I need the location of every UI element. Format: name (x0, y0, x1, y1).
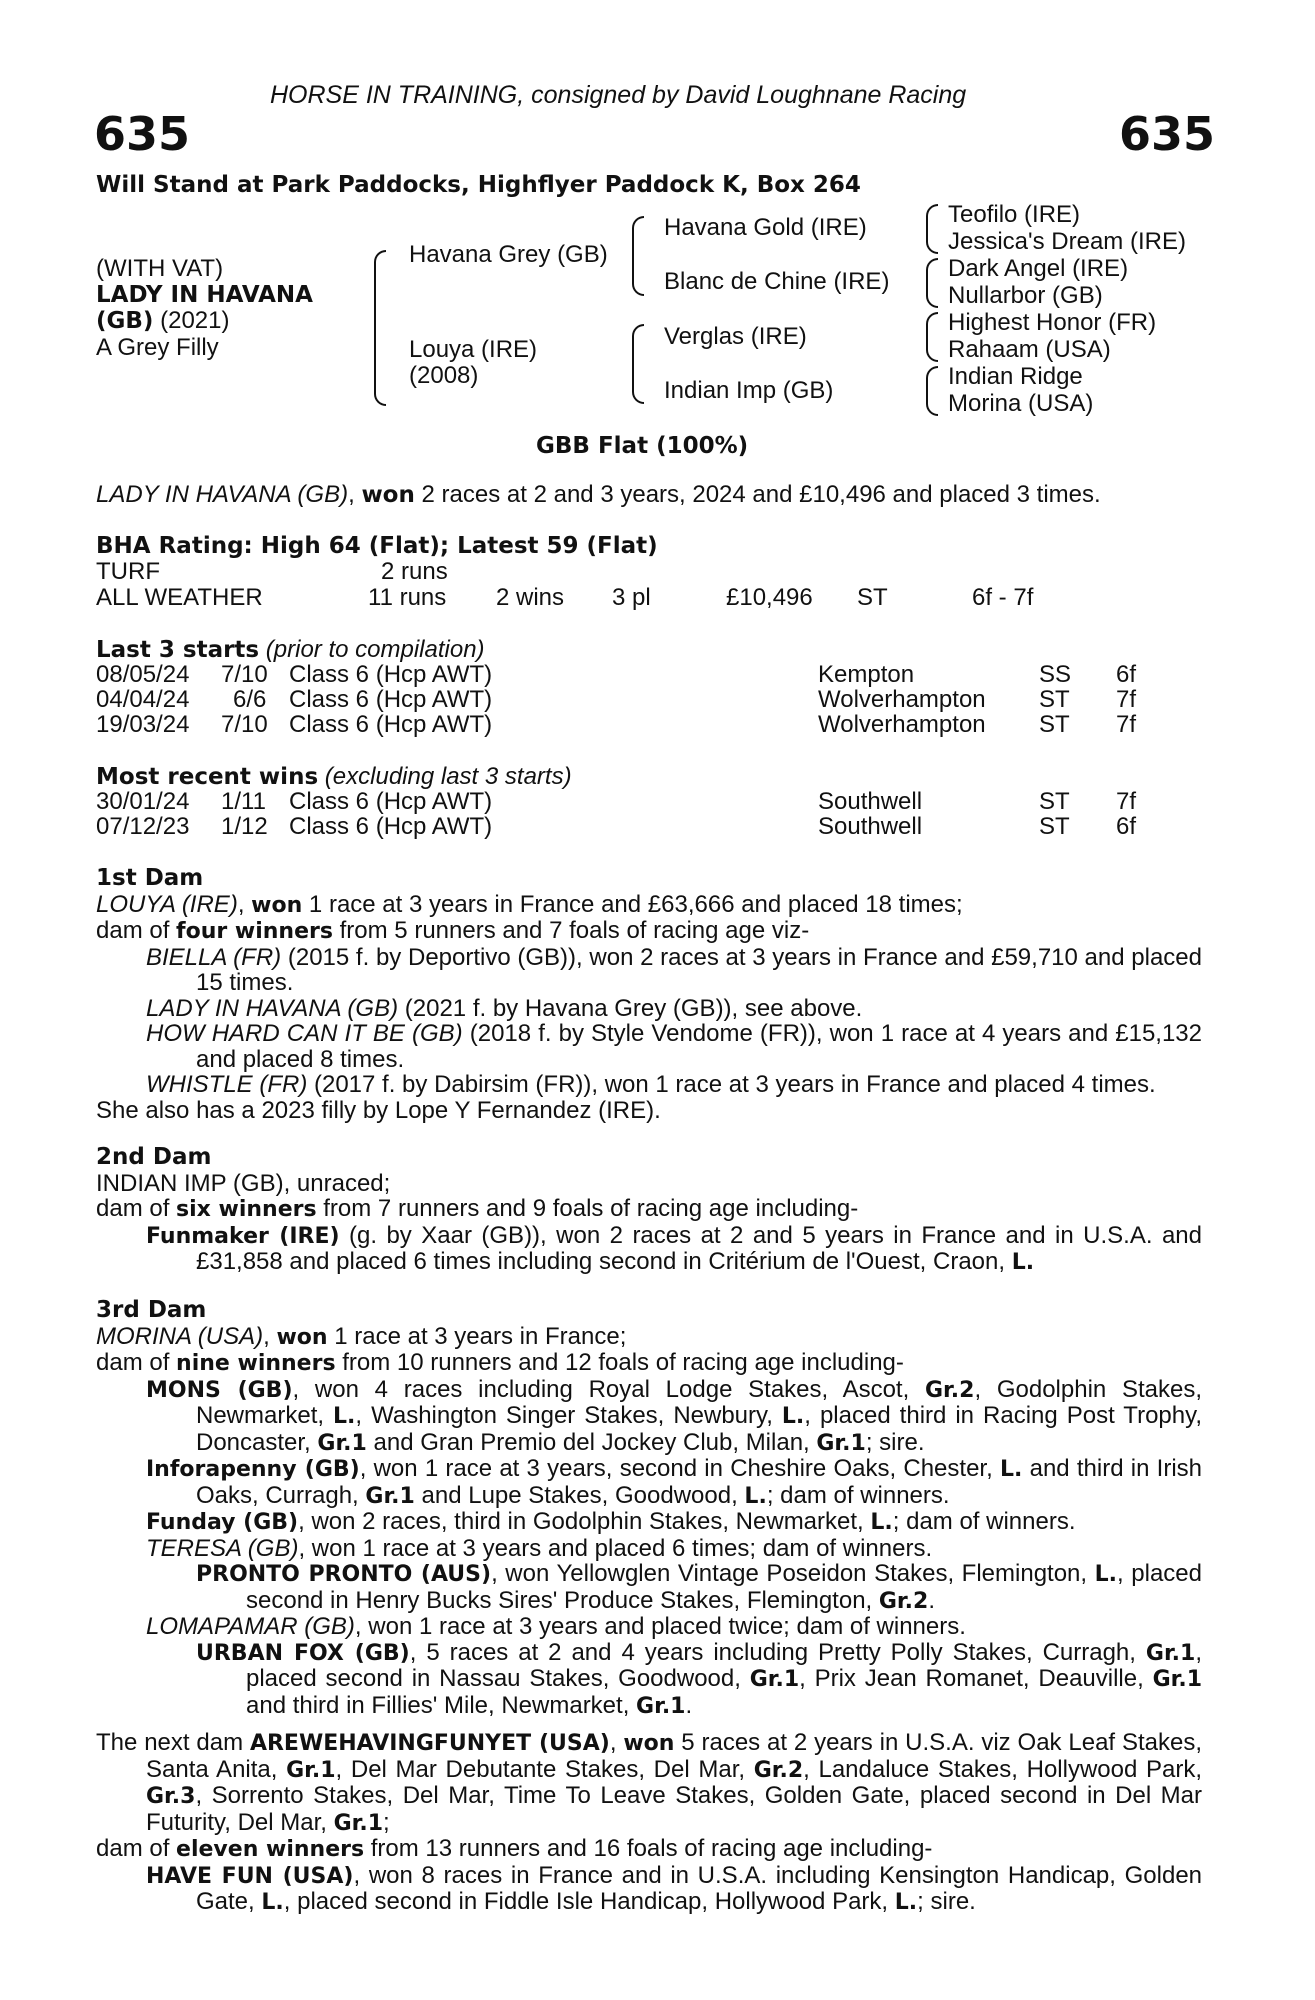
win-distance: 7f (1116, 788, 1137, 815)
win-class: Class 6 (Hcp AWT) (289, 813, 493, 840)
grade-label: Gr.1 (286, 1757, 336, 1783)
start-course: Wolverhampton (818, 711, 986, 738)
produce-detail: , placed third in Racing Post Trophy, Doncaster, (196, 1402, 1202, 1456)
produce-name: LADY IN HAVANA (GB) (146, 994, 399, 1022)
produce-name: Funday (GB) (146, 1510, 299, 1535)
third-dam-title: 3rd Dam (96, 1297, 207, 1323)
start-distance: 7f (1116, 711, 1137, 738)
horse-name: LADY IN HAVANA (96, 282, 313, 308)
produce-detail: , Godolphin Stakes, Newmarket, (196, 1375, 1203, 1429)
produce-detail: , Washington Singer Stakes, Newbury, (355, 1402, 782, 1429)
first-dam-name: LOUYA (IRE) (96, 890, 238, 918)
produce-detail: , placed second in Nassau Stakes, Goodwood, (246, 1638, 1202, 1692)
produce-entry (96, 1223, 1202, 1276)
horse-description: A Grey Filly (96, 334, 219, 361)
ss-dam: Jessica's Dream (IRE) (948, 228, 1186, 255)
aw-going: ST (857, 584, 888, 611)
summary-text: 2 races at 2 and 3 years, 2024 and £10,496 and placed 3 times. (414, 481, 1101, 508)
produce-entry (96, 1614, 1202, 1640)
grade-label: Gr.1 (636, 1693, 686, 1719)
dd-dam: Morina (USA) (948, 390, 1094, 417)
win-course: Southwell (818, 788, 923, 815)
produce-text: from 10 runners and 12 foals of racing age including- (335, 1349, 904, 1376)
vat-note: (WITH VAT) (96, 255, 224, 282)
start-going: ST (1039, 711, 1070, 738)
produce-detail: , won 1 race at 3 years and placed twice; dam of winners. (354, 1613, 966, 1640)
produce-detail: , placed second in Henry Bucks Sires' Produce Stakes, Flemington, (246, 1560, 1203, 1614)
last-starts-title: Last 3 starts (96, 637, 260, 663)
produce-count: nine winners (176, 1351, 336, 1376)
grade-label: Gr.2 (878, 1588, 929, 1614)
start-position: 6/6 (233, 686, 267, 713)
grade-label: Gr.1 (317, 1430, 367, 1456)
produce-detail: . (685, 1691, 693, 1719)
aw-label: ALL WEATHER (96, 584, 263, 611)
produce-prefix: dam of (96, 917, 177, 944)
next-dam-detail: 5 races at 2 years in U.S.A. viz Oak Leaf Stakes, Santa Anita, (146, 1729, 1202, 1783)
produce-prefix: dam of (96, 1195, 177, 1222)
dam-dam: Indian Imp (GB) (664, 377, 834, 404)
win-going: ST (1039, 788, 1070, 815)
produce-detail: , Prix Jean Romanet, Deauville, (799, 1665, 1153, 1692)
produce-name: LOMAPAMAR (GB) (146, 1613, 355, 1640)
turf-label: TURF (96, 558, 160, 585)
produce-detail: , placed second in Fiddle Isle Handicap, Hollywood Park, (283, 1888, 895, 1915)
next-dam-detail: , Del Mar Debutante Stakes, Del Mar, (335, 1755, 754, 1783)
produce-entry (96, 945, 1202, 996)
grade-label: Gr.1 (749, 1667, 800, 1692)
grade-label: L. (1011, 1250, 1035, 1275)
sd-sire: Dark Angel (IRE) (948, 255, 1129, 282)
grade-label: L. (870, 1510, 893, 1535)
third-dam-won: won (276, 1324, 328, 1350)
first-dam-won: won (251, 892, 303, 918)
aw-money: £10,496 (726, 584, 813, 611)
next-dam-prefix: The next dam (96, 1729, 250, 1756)
first-dam-line: LOUYA (IRE), won 1 race at 3 years in France and £63,666 and placed 18 times; (96, 890, 963, 918)
sire: Havana Grey (GB) (409, 241, 608, 268)
next-dam-name: AREWEHAVINGFUNYET (USA) (249, 1731, 610, 1756)
grade-label: L. (999, 1457, 1023, 1482)
summary-won: won (361, 482, 415, 508)
first-dam-also: She also has a 2023 filly by Lope Y Fernandez (IRE). (96, 1096, 661, 1124)
win-date: 07/12/23 (96, 813, 190, 840)
recent-wins-title: Most recent wins (96, 764, 319, 790)
aw-wins: 2 wins (496, 584, 565, 611)
start-position: 7/10 (221, 661, 268, 688)
produce-entry (96, 1561, 1202, 1614)
dd-sire: Indian Ridge (948, 363, 1083, 390)
grade-label: Gr.1 (816, 1430, 866, 1456)
start-position: 7/10 (221, 711, 268, 738)
produce-name: PRONTO PRONTO (AUS) (196, 1562, 492, 1587)
win-going: ST (1039, 813, 1070, 840)
sire-dam: Blanc de Chine (IRE) (664, 268, 890, 295)
ss-brace (922, 204, 934, 254)
grade-label: L. (744, 1483, 767, 1509)
start-class: Class 6 (Hcp AWT) (289, 711, 493, 738)
last-starts-heading (96, 637, 485, 663)
third-dam-produce-line (96, 1350, 1202, 1377)
dam: Louya (IRE) (409, 336, 538, 363)
race-summary: LADY IN HAVANA (GB), won 2 races at 2 and 3 years, 2024 and £10,496 and placed 3 times. (96, 481, 1101, 508)
produce-detail: (2017 f. by Dabirsim (FR)), won 1 race at 3 years in France and placed 4 times. (307, 1071, 1156, 1098)
start-date: 04/04/24 (96, 686, 190, 713)
produce-name: URBAN FOX (GB) (196, 1640, 410, 1666)
produce-name: HAVE FUN (USA) (146, 1863, 354, 1889)
produce-name: BIELLA (FR) (146, 943, 282, 971)
produce-text: from 13 runners and 16 foals of racing age including- (364, 1835, 933, 1862)
produce-detail: , won 2 races, third in Godolphin Stakes, Newmarket, (298, 1508, 871, 1535)
start-class: Class 6 (Hcp AWT) (289, 686, 493, 713)
last-starts-note: (prior to compilation) (259, 636, 485, 663)
turf-runs: 2 runs (381, 558, 448, 585)
dam-year: (2008) (409, 362, 479, 389)
produce-count: six winners (176, 1197, 317, 1222)
produce-count: eleven winners (176, 1837, 365, 1862)
next-dam-produce-line (96, 1836, 1202, 1863)
produce-text: from 7 runners and 9 foals of racing age including- (316, 1195, 859, 1222)
grade-label: Gr.1 (1145, 1640, 1196, 1666)
lot-number-left: 635 (94, 107, 191, 161)
start-going: SS (1039, 661, 1072, 688)
produce-detail: , 5 races at 2 and 4 years including Pretty Polly Stakes, Curragh, (409, 1638, 1146, 1666)
third-dam-name: MORINA (USA) (96, 1322, 264, 1350)
produce-detail: and third in Fillies' Mile, Newmarket, (246, 1691, 637, 1719)
produce-name: Inforapenny (GB) (146, 1457, 360, 1482)
produce-detail: ; dam of winners. (766, 1481, 950, 1509)
produce-text: from 5 runners and 7 foals of racing age viz- (332, 917, 810, 944)
first-dam-produce-line (96, 918, 1202, 945)
grade-label: L. (781, 1404, 805, 1429)
produce-count: four winners (176, 919, 333, 944)
produce-entry (96, 1509, 1202, 1536)
next-dam-detail: , Sorrento Stakes, Del Mar, Time To Leave Stakes, Golden Gate, placed second in Del Mar Futurity, Del Mar, (146, 1782, 1202, 1836)
second-dam-section (96, 1145, 1202, 1276)
grade-label: L. (333, 1404, 356, 1429)
produce-entry (96, 1021, 1202, 1072)
produce-name: HOW HARD CAN IT BE (GB) (146, 1020, 463, 1047)
produce-detail: and Lupe Stakes, Goodwood, (414, 1481, 745, 1509)
ds-sire: Highest Honor (FR) (948, 309, 1157, 336)
next-dam-won: won (623, 1731, 675, 1756)
produce-detail: , won 8 races in France and in U.S.A. including Kensington Handicap, Golden Gate, (196, 1861, 1203, 1915)
produce-entry (96, 1072, 1202, 1098)
produce-detail: and Gran Premio del Jockey Club, Milan, (366, 1428, 817, 1456)
next-dam-detail: , Landaluce Stakes, Hollywood Park, (803, 1755, 1203, 1783)
horse-origin: (GB) (96, 308, 154, 334)
produce-prefix: dam of (96, 1835, 177, 1862)
produce-entry (96, 1536, 1202, 1562)
produce-entry (96, 1456, 1202, 1509)
produce-detail: (2021 f. by Havana Grey (GB)), see above. (398, 994, 863, 1022)
horse-origin-line (96, 308, 229, 334)
third-dam-line: MORINA (USA), won 1 race at 3 years in France; (96, 1322, 627, 1350)
win-position: 1/12 (221, 813, 268, 840)
win-position: 1/11 (221, 788, 266, 815)
summary-horse-name: LADY IN HAVANA (GB) (96, 481, 349, 508)
bha-rating: BHA Rating: High 64 (Flat); Latest 59 (Flat) (96, 533, 658, 559)
produce-detail: ; sire. (917, 1888, 976, 1915)
grade-label: L. (894, 1890, 918, 1915)
sd-brace (922, 258, 934, 308)
gbb-flat: GBB Flat (100%) (536, 433, 749, 459)
aw-distance: 6f - 7f (972, 584, 1034, 611)
stand-location: Will Stand at Park Paddocks, Highflyer Paddock K, Box 264 (96, 172, 861, 198)
horse-year: (2021) (153, 307, 230, 334)
grade-label: Gr.2 (925, 1377, 975, 1403)
start-going: ST (1039, 686, 1070, 713)
produce-entry (96, 996, 1202, 1022)
win-course: Southwell (818, 813, 923, 840)
lot-number-right: 635 (1119, 107, 1216, 161)
next-dam-line: The next dam AREWEHAVINGFUNYET (USA), won 5 races at 2 years in U.S.A. viz Oak Leaf Stakes, Santa Anita, Gr.1, Del Mar Debutante Stakes, Del Mar, Gr.2, Landaluce Stakes, Hollywood Park, Gr.3, Sorrento Stakes, Del Mar, Time To Leave Stakes, Golden Gate, placed second in Del Mar Futurity, Del Mar, Gr.1; (96, 1729, 1203, 1836)
start-date: 19/03/24 (96, 711, 190, 738)
produce-detail: ; sire. (865, 1428, 925, 1456)
produce-name: WHISTLE (FR) (146, 1071, 308, 1098)
start-course: Wolverhampton (818, 686, 986, 713)
produce-name: MONS (GB) (146, 1377, 293, 1403)
recent-wins-note: (excluding last 3 starts) (318, 763, 572, 790)
grade-label: Gr.1 (333, 1810, 384, 1836)
third-dam-text: 1 race at 3 years in France; (327, 1322, 627, 1350)
produce-entry (96, 1377, 1202, 1457)
ds-dam: Rahaam (USA) (948, 336, 1111, 363)
ss-sire: Teofilo (IRE) (948, 201, 1081, 228)
next-dam-section (96, 1730, 1202, 1916)
grade-label: Gr.3 (146, 1784, 196, 1809)
next-dam-detail: ; (383, 1808, 390, 1836)
produce-prefix: dam of (96, 1349, 177, 1376)
dam-brace (628, 324, 640, 404)
produce-name: Funmaker (IRE) (146, 1223, 340, 1249)
first-dam-section (96, 866, 1202, 1123)
produce-detail: (2018 f. by Style Vendome (FR)), won 1 race at 4 years and £15,132 and placed 8 times. (196, 1020, 1203, 1073)
pedigree-brace (370, 250, 382, 406)
start-date: 08/05/24 (96, 661, 190, 688)
win-distance: 6f (1116, 813, 1137, 840)
grade-label: L. (1094, 1562, 1118, 1587)
first-dam-title: 1st Dam (96, 865, 204, 891)
produce-detail: (2015 f. by Deportivo (GB)), won 2 races at 3 years in France and £59,710 and placed 15 times. (196, 943, 1203, 996)
first-dam-text: 1 race at 3 years in France and £63,666 and placed 18 times; (302, 890, 963, 918)
start-class: Class 6 (Hcp AWT) (289, 661, 493, 688)
produce-entry (96, 1640, 1202, 1720)
sd-dam: Nullarbor (GB) (948, 282, 1103, 309)
sire-brace (628, 216, 640, 296)
produce-detail: and third in Irish Oaks, Curragh, (196, 1455, 1202, 1509)
consignment-line: HORSE IN TRAINING, consigned by David Loughnane Racing (270, 81, 967, 109)
produce-detail: (g. by Xaar (GB)), won 2 races at 2 and 5 years in France and in U.S.A. and £31,858 and placed 6 times including second in Critérium de l'Ouest, Craon, (196, 1221, 1202, 1275)
produce-detail: . (928, 1586, 935, 1614)
second-dam-line: INDIAN IMP (GB), unraced; (96, 1169, 391, 1197)
grade-label: Gr.1 (365, 1483, 415, 1509)
produce-name: TERESA (GB) (146, 1534, 299, 1562)
produce-detail: , won 1 race at 3 years, second in Cheshire Oaks, Chester, (359, 1455, 1000, 1482)
aw-placed: 3 pl (612, 584, 651, 611)
start-distance: 7f (1116, 686, 1137, 713)
produce-detail: ; dam of winners. (892, 1508, 1076, 1535)
second-dam-produce-line (96, 1196, 1202, 1223)
aw-runs: 11 runs (368, 584, 447, 611)
produce-detail: , won 1 race at 3 years and placed 6 times; dam of winners. (298, 1534, 933, 1562)
dd-brace (922, 366, 934, 416)
start-course: Kempton (818, 661, 915, 688)
produce-detail: , won Yellowglen Vintage Poseidon Stakes, Flemington, (491, 1560, 1095, 1587)
produce-detail: , won 4 races including Royal Lodge Stakes, Ascot, (292, 1375, 925, 1403)
dam-sire: Verglas (IRE) (664, 323, 807, 350)
ds-brace (922, 312, 934, 362)
start-distance: 6f (1116, 661, 1137, 688)
sire-sire: Havana Gold (IRE) (664, 214, 867, 241)
win-date: 30/01/24 (96, 788, 190, 815)
produce-entry (96, 1863, 1202, 1916)
grade-label: Gr.1 (1152, 1667, 1203, 1692)
third-dam-section (96, 1298, 1202, 1719)
grade-label: L. (261, 1890, 284, 1915)
grade-label: Gr.2 (753, 1757, 804, 1783)
second-dam-title: 2nd Dam (96, 1144, 212, 1170)
recent-wins-heading (96, 764, 572, 790)
win-class: Class 6 (Hcp AWT) (289, 788, 493, 815)
